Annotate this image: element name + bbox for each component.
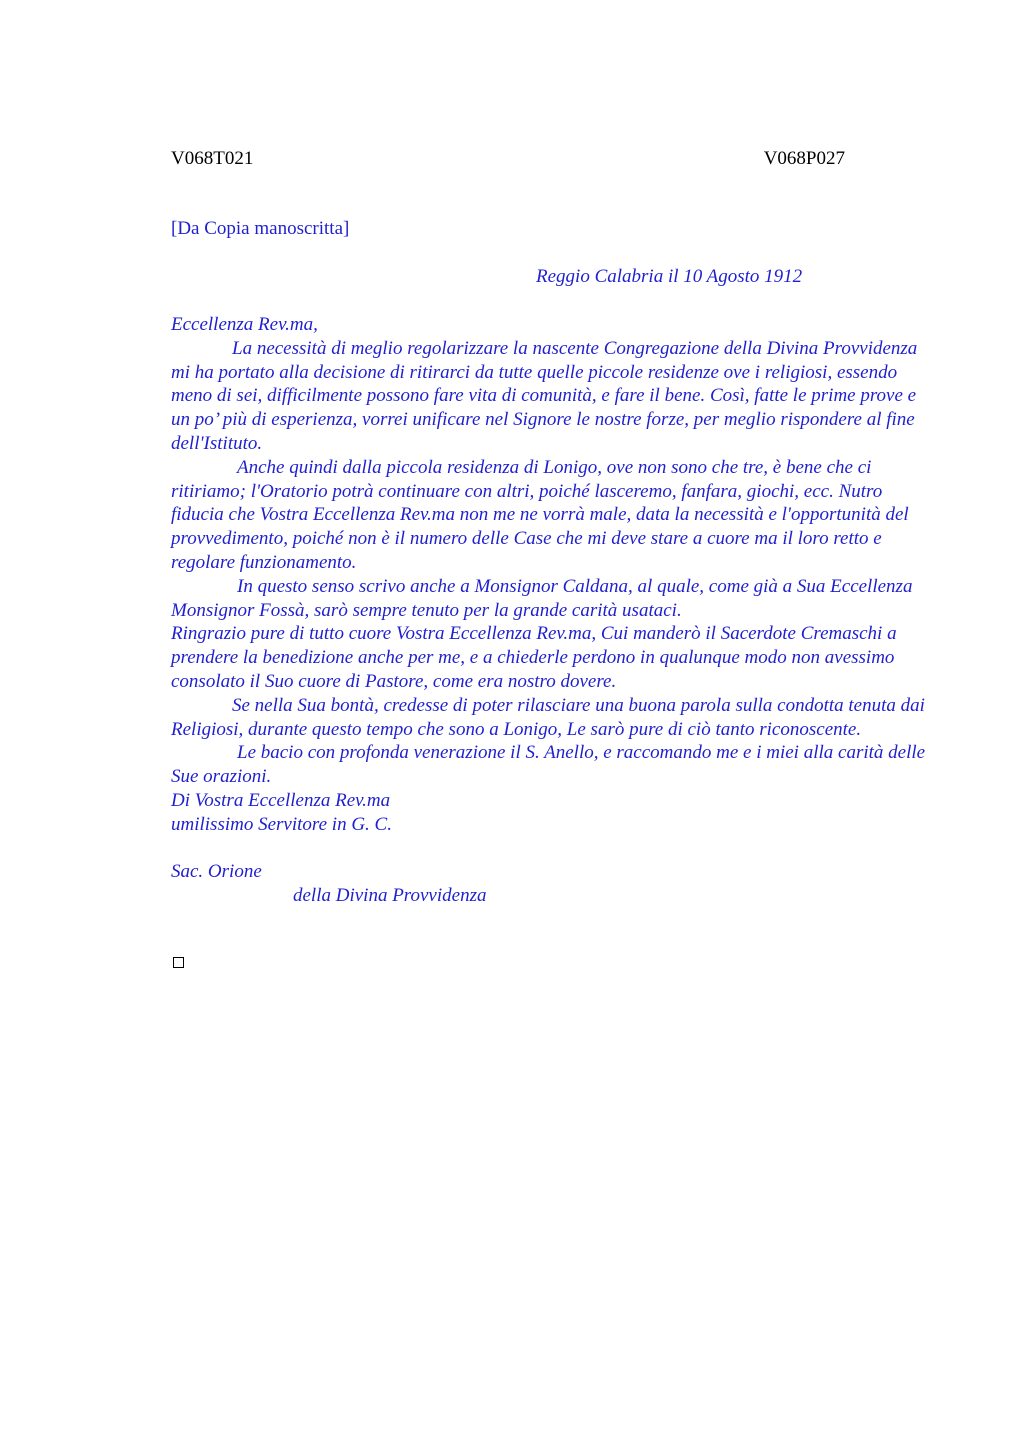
- volume-code-right: V068P027: [763, 148, 845, 169]
- letter-paragraph-1: La necessità di meglio regolarizzare la nascente Congregazione della Divina Provvidenza mi ha portato alla decisione di ritirarci da tutte quelle piccole residenze ove i religiosi, essendo meno di sei, difficilmente possono fare vita di comunità, e fare il bene. Così, fatte le prime prove e un po’ più di esperienza, vorrei unificare nel Signore le nostre forze, per meglio rispondere al fine dell'Istituto.: [171, 337, 918, 454]
- end-marker-box-icon: [173, 957, 184, 968]
- letter-closing-line-2: umilissimo Servitore in G. C.: [171, 813, 392, 835]
- letter-salutation: Eccellenza Rev.ma,: [171, 314, 318, 335]
- letter-paragraph-6: Le bacio con profonda venerazione il S. Anello, e raccomando me e i miei alla carità delle Sue orazioni.: [171, 742, 926, 788]
- document-header: [171, 147, 845, 171]
- letter-body: [171, 313, 931, 908]
- letter-paragraph-3: In questo senso scrivo anche a Monsignor Caldana, al quale, come già a Sua Eccellenza Monsignor Fossà, sarò sempre tenuto per la grande carità usataci.: [171, 575, 913, 621]
- letter-closing-line-1: Di Vostra Eccellenza Rev.ma: [171, 789, 391, 811]
- letter-paragraph-5: Se nella Sua bontà, credesse di poter rilasciare una buona parola sulla condotta tenuta dai Religiosi, durante questo tempo che sono a Lonigo, Le sarò pure di ciò tanto riconoscente.: [171, 694, 925, 740]
- signature-title: della Divina Provvidenza: [293, 885, 487, 907]
- letter-dateline: Reggio Calabria il 10 Agosto 1912: [536, 266, 803, 287]
- signature-name: Sac. Orione: [171, 861, 262, 883]
- letter-paragraph-4: Ringrazio pure di tutto cuore Vostra Eccellenza Rev.ma, Cui manderò il Sacerdote Cremaschi a prendere la benedizione anche per me, e a chiederle perdono in qualunque modo non avessimo consolato il Suo cuore di Pastore, come era nostro dovere.: [171, 623, 897, 692]
- volume-code-left: V068T021: [171, 148, 254, 169]
- letter-paragraph-2: Anche quindi dalla piccola residenza di Lonigo, ove non sono che tre, è bene che ci ritiriamo; l'Oratorio potrà continuare con altri, poiché lasceremo, fanfara, giochi, ecc. Nutro fiducia che Vostra Eccellenza Rev.ma non me ne vorrà male, data la necessità e l'opportunità del provvedimento, poiché non è il numero delle Case che mi deve stare a cuore ma il loro retto e regolare funzionamento.: [171, 456, 909, 573]
- source-note: [Da Copia manoscritta]: [171, 218, 350, 239]
